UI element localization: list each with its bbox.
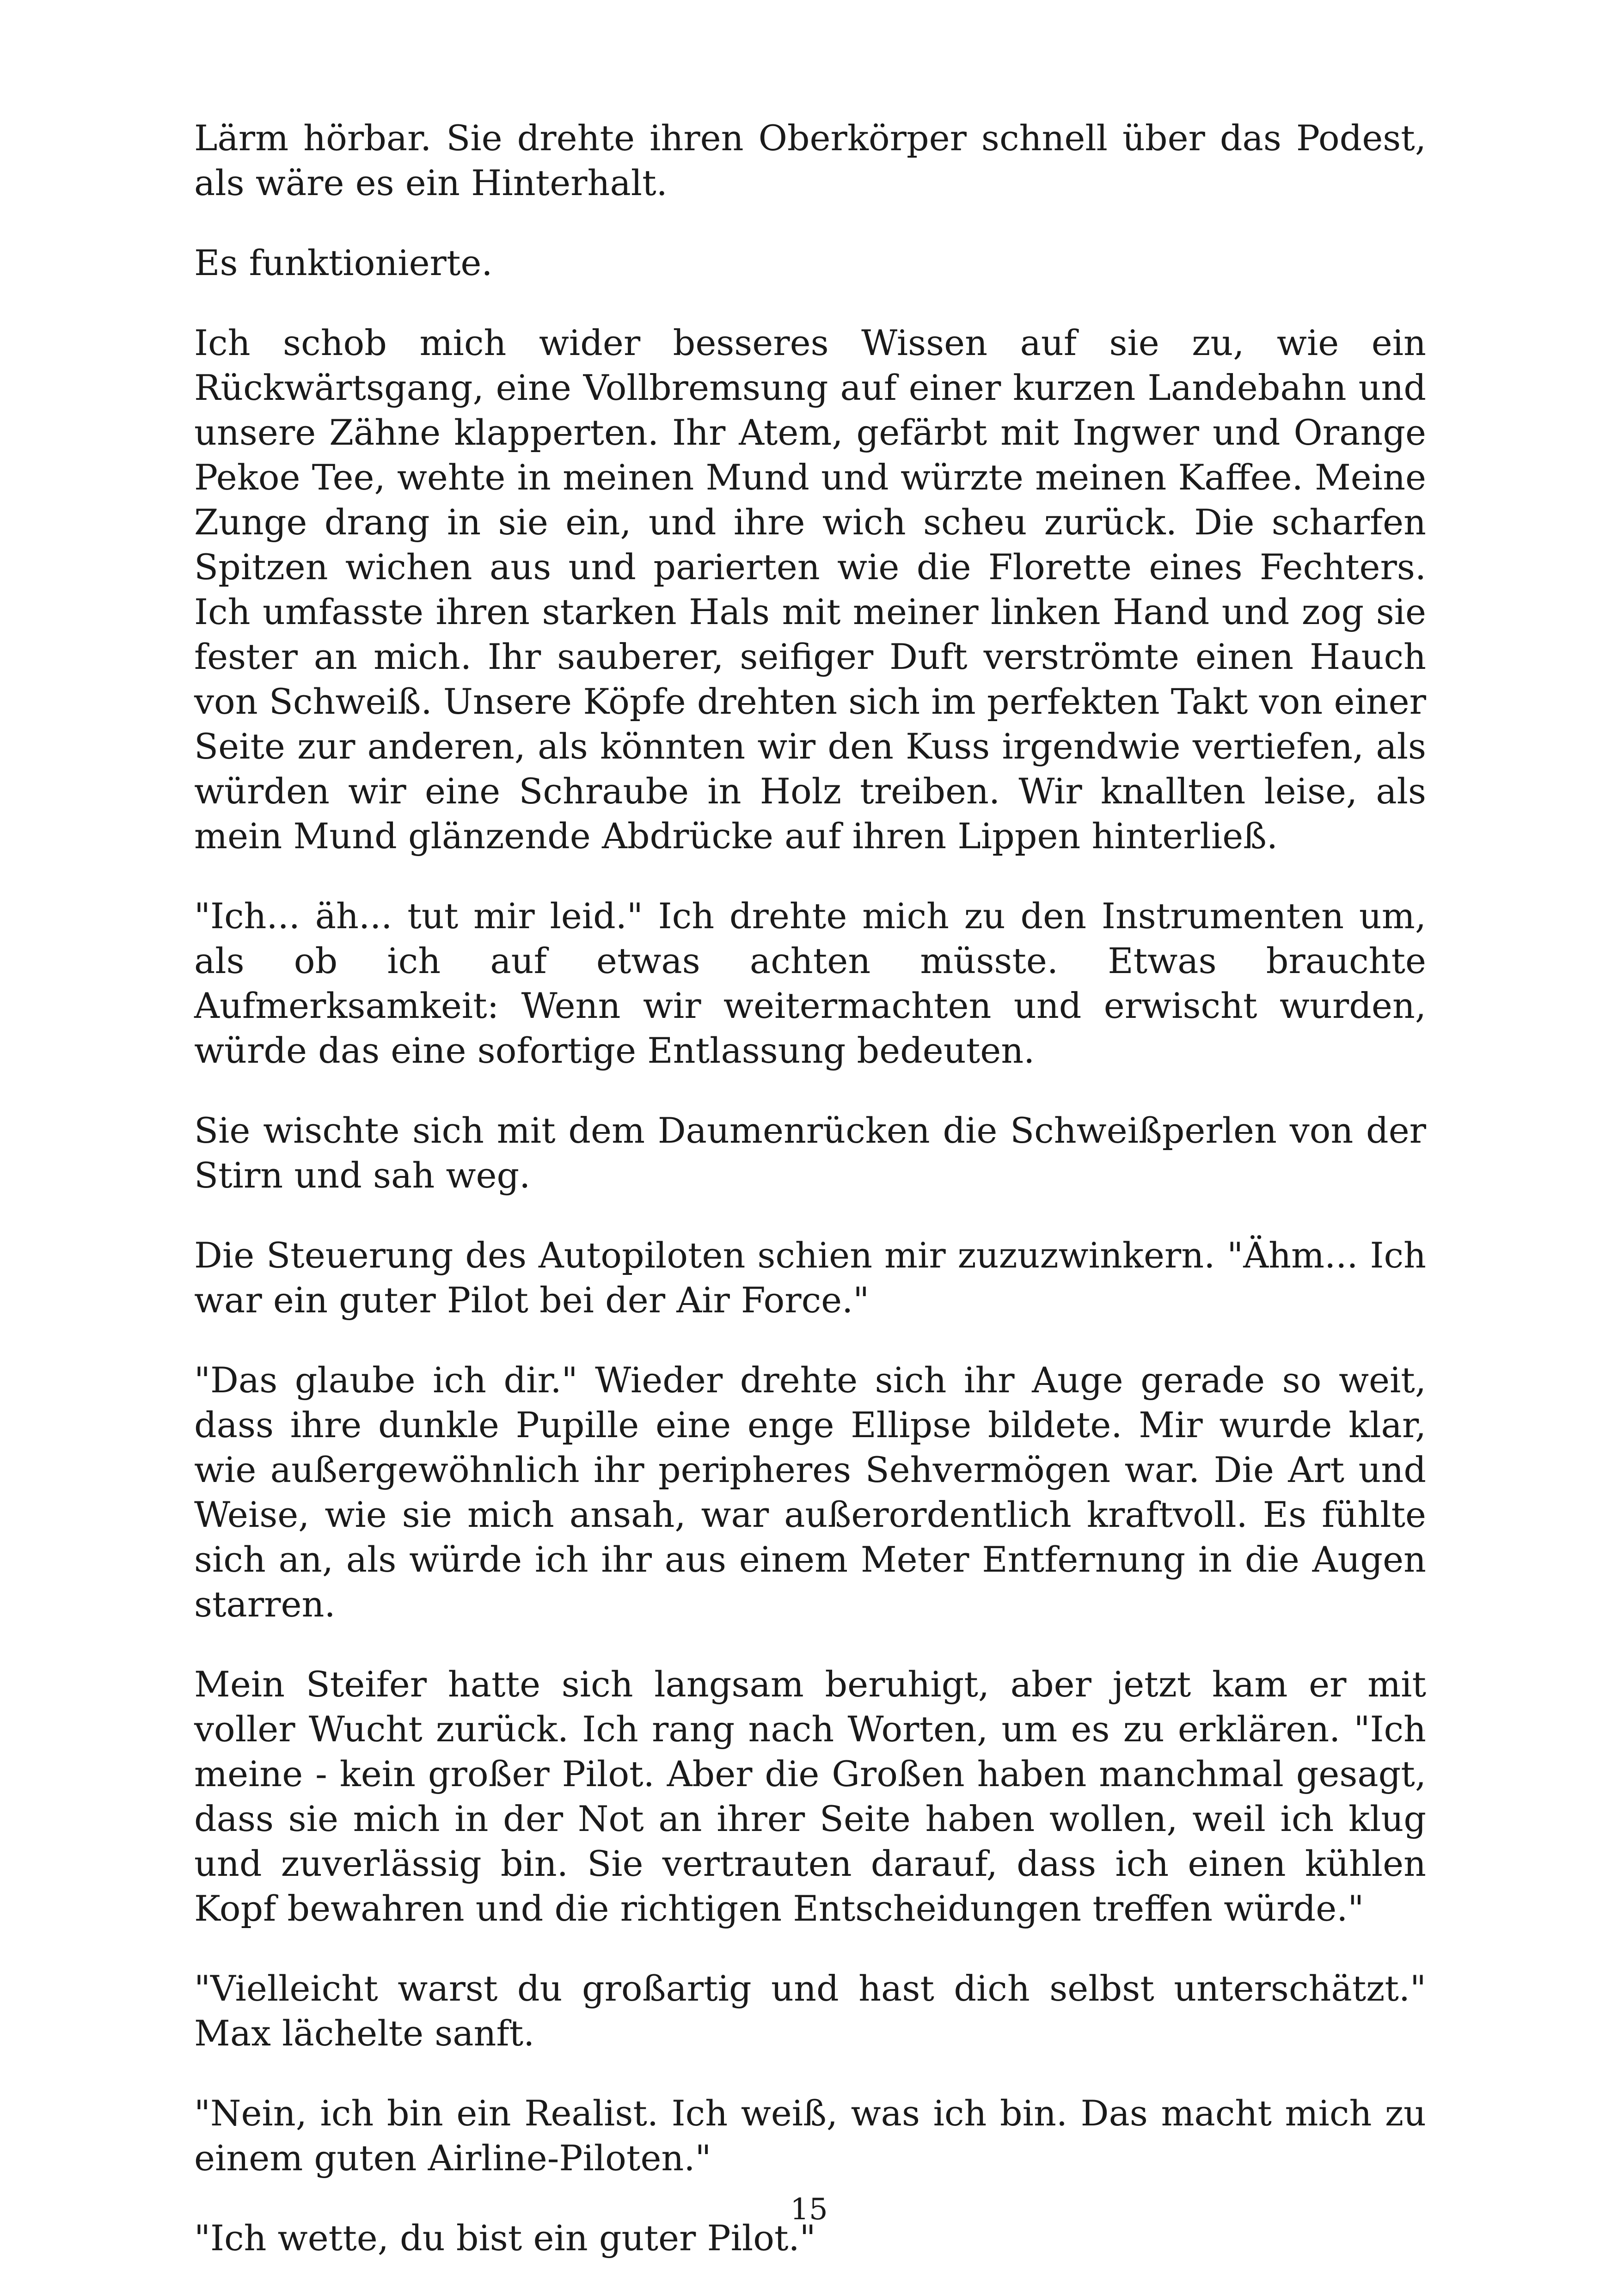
- paragraph: Die Steuerung des Autopiloten schien mir zuzuzwinkern. "Ähm... Ich war ein guter Pilot bei der Air Force.": [194, 1235, 1426, 1321]
- paragraph: "Das glaube ich dir." Wieder drehte sich ihr Auge gerade so weit, dass ihre dunkle Pupille eine enge Ellipse bildete. Mir wurde klar, wie außergewöhnlich ihr peripheres Sehvermögen war. Die Art und Weise, wie sie mich ansah, war außerordentlich kraftvoll. Es fühlte sich an, als würde ich ihr aus einem Meter Entfernung in die Augen starren.: [194, 1359, 1426, 1625]
- paragraph: Ich schob mich wider besseres Wissen auf sie zu, wie ein Rückwärtsgang, eine Vollbremsung auf einer kurzen Landebahn und unsere Zähne klapperten. Ihr Atem, gefärbt mit Ingwer und Orange Pekoe Tee, wehte in meinen Mund und würzte meinen Kaffee. Meine Zunge drang in sie ein, und ihre wich scheu zurück. Die scharfen Spitzen wichen aus und parierten wie die Florette eines Fechters. Ich umfasste ihren starken Hals mit meiner linken Hand und zog sie fester an mich. Ihr sauberer, seifiger Duft verströmte einen Hauch von Schweiß. Unsere Köpfe drehten sich im perfekten Takt von einer Seite zur anderen, als könnten wir den Kuss irgendwie vertiefen, als würden wir eine Schraube in Holz treiben. Wir knallten leise, als mein Mund glänzende Abdrücke auf ihren Lippen hinterließ.: [194, 322, 1426, 857]
- paragraph: "Ich wette, du bist ein guter Pilot.": [194, 2217, 816, 2259]
- paragraph: Mein Steifer hatte sich langsam beruhigt, aber jetzt kam er mit voller Wucht zurück. Ich rang nach Worten, um es zu erklären. "Ich meine - kein großer Pilot. Aber die Großen haben manchmal gesagt, dass sie mich in der Not an ihrer Seite haben wollen, weil ich klug und zuverlässig bin. Sie vertrauten darauf, dass ich einen kühlen Kopf bewahren und die richtigen Entscheidungen treffen würde.": [194, 1664, 1426, 1929]
- paragraph: "Ich... äh... tut mir leid." Ich drehte mich zu den Instrumenten um, als ob ich auf etwas achten müsste. Etwas brauchte Aufmerksamkeit: Wenn wir weitermachten und erwischt wurden, würde das eine sofortige Entlassung bedeuten.: [194, 895, 1426, 1071]
- page-number: 15: [790, 2192, 828, 2227]
- paragraph: Sie wischte sich mit dem Daumenrücken die Schweißperlen von der Stirn und sah weg.: [194, 1110, 1426, 1196]
- paragraph: "Vielleicht warst du großartig und hast dich selbst unterschätzt." Max lächelte sanft.: [194, 1968, 1426, 2054]
- paragraph: "Nein, ich bin ein Realist. Ich weiß, was ich bin. Das macht mich zu einem guten Airline-Piloten.": [194, 2093, 1426, 2179]
- paragraph: Lärm hörbar. Sie drehte ihren Oberkörper schnell über das Podest, als wäre es ein Hinterhalt.: [194, 117, 1426, 203]
- paragraph: Es funktionierte.: [194, 242, 493, 283]
- body-text: [194, 116, 1426, 2260]
